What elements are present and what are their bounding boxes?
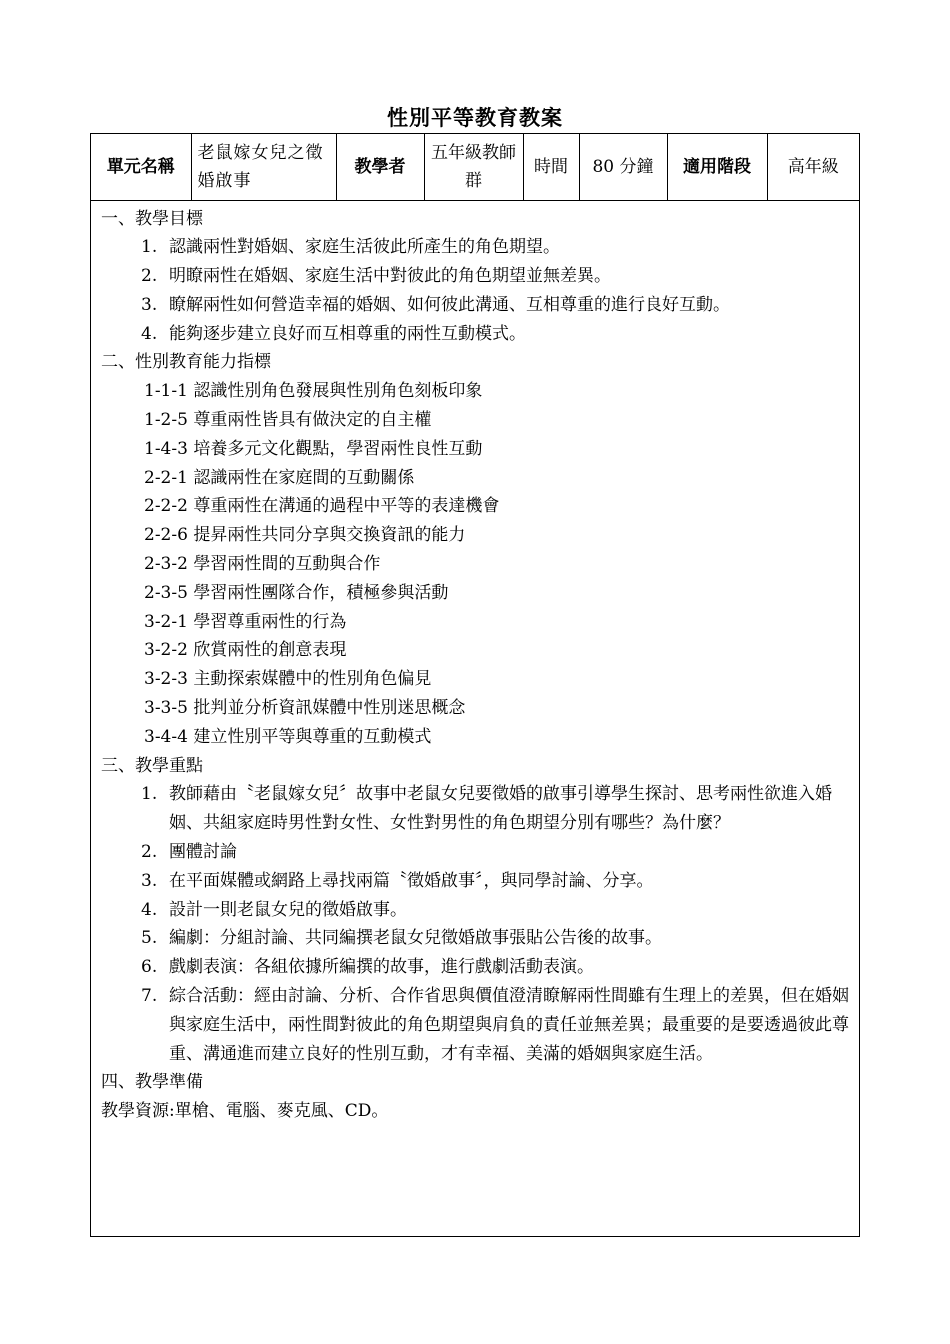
document-title: 性別平等教育教案 <box>387 105 563 130</box>
indicator-item: 2-3-5 學習兩性團隊合作，積極參與活動 <box>144 582 449 603</box>
objectives-list <box>101 233 851 348</box>
focus-list <box>101 780 851 1068</box>
indicators-heading: 二、性別教育能力指標 <box>101 352 271 373</box>
header-table <box>91 134 859 201</box>
indicator-item: 2-2-1 認識兩性在家庭間的互動關係 <box>144 467 415 488</box>
indicator-item: 2-3-2 學習兩性間的互動與合作 <box>144 554 381 575</box>
list-item <box>101 262 851 291</box>
indicator-item: 3-3-5 批判並分析資訊媒體中性別迷思概念 <box>144 698 466 719</box>
list-item <box>101 982 851 1068</box>
item-text: 戲劇表演：各組依據所編撰的故事，進行戲劇活動表演。 <box>169 957 594 978</box>
list-item <box>101 953 851 982</box>
list-item <box>101 780 851 838</box>
item-text: 能夠逐步建立良好而互相尊重的兩性互動模式。 <box>169 323 526 344</box>
focus-heading: 三、教學重點 <box>101 755 203 776</box>
list-item <box>101 838 851 867</box>
item-number: 4. <box>141 899 158 920</box>
indicators-list <box>101 377 851 751</box>
item-text: 編劇：分組討論、共同編撰老鼠女兒徵婚啟事張貼公告後的故事。 <box>169 928 662 949</box>
item-number: 2. <box>141 842 158 863</box>
list-item <box>101 291 851 320</box>
item-number: 3. <box>141 870 158 891</box>
stage-label: 適用階段 <box>667 134 767 200</box>
indicator-item: 3-4-4 建立性別平等與尊重的互動模式 <box>144 726 432 747</box>
item-text: 團體討論 <box>169 842 237 863</box>
item-text: 在平面媒體或網路上尋找兩篇〝徵婚啟事〞，與同學討論、分享。 <box>169 870 654 891</box>
item-text: 設計一則老鼠女兒的徵婚啟事。 <box>169 899 407 920</box>
objectives-heading: 一、教學目標 <box>101 208 203 229</box>
list-item <box>101 233 851 262</box>
indicator-item: 1-4-3 培養多元文化觀點，學習兩性良性互動 <box>144 438 483 459</box>
unit-name-value: 老鼠嫁女兒之徵婚啟事 <box>191 134 336 200</box>
item-number: 5. <box>141 928 158 949</box>
indicator-item: 1-1-1 認識性別角色發展與性別角色刻板印象 <box>144 381 483 402</box>
lesson-body <box>91 201 859 1127</box>
item-number: 3. <box>141 294 158 315</box>
list-item <box>101 896 851 925</box>
indicator-item: 2-2-2 尊重兩性在溝通的過程中平等的表達機會 <box>144 496 500 517</box>
item-text: 認識兩性對婚姻、家庭生活彼此所產生的角色期望。 <box>169 237 560 258</box>
list-item <box>101 867 851 896</box>
header-row <box>91 134 859 200</box>
preparation-heading: 四、教學準備 <box>101 1072 203 1093</box>
item-number: 7. <box>141 986 158 1007</box>
item-text: 明瞭兩性在婚姻、家庭生活中對彼此的角色期望並無差異。 <box>169 266 611 287</box>
teacher-value: 五年級教師群 <box>424 134 523 200</box>
teacher-label: 教學者 <box>336 134 424 200</box>
list-item <box>101 320 851 349</box>
time-value: 80 分鐘 <box>579 134 667 200</box>
preparation-resources: 教學資源:單槍、電腦、麥克風、CD。 <box>101 1101 389 1122</box>
item-number: 6. <box>141 957 158 978</box>
item-number: 4. <box>141 323 158 344</box>
item-number: 1. <box>141 784 158 805</box>
indicator-item: 1-2-5 尊重兩性皆具有做決定的自主權 <box>144 410 432 431</box>
lesson-plan-frame <box>90 133 860 1237</box>
list-item <box>101 924 851 953</box>
item-text: 教師藉由〝老鼠嫁女兒〞故事中老鼠女兒要徵婚的啟事引導學生探討、思考兩性欲進入婚姻、共組家庭時男性對女性、女性對男性的角色期望分別有哪些？為什麼？ <box>169 784 832 834</box>
unit-name-label: 單元名稱 <box>91 134 191 200</box>
item-number: 1. <box>141 237 158 258</box>
stage-value: 高年級 <box>767 134 859 200</box>
indicator-item: 3-2-1 學習尊重兩性的行為 <box>144 611 347 632</box>
item-text: 綜合活動：經由討論、分析、合作省思與價值澄清瞭解兩性間雖有生理上的差異，但在婚姻與家庭生活中，兩性間對彼此的角色期望與肩負的責任並無差異；最重要的是要透過彼此尊重、溝通進而建立良好的性別互動，才有幸福、美滿的婚姻與家庭生活。 <box>169 986 849 1064</box>
indicator-item: 2-2-6 提昇兩性共同分享與交換資訊的能力 <box>144 525 466 546</box>
time-label: 時間 <box>523 134 579 200</box>
indicator-item: 3-2-2 欣賞兩性的創意表現 <box>144 640 347 661</box>
indicator-item: 3-2-3 主動探索媒體中的性別角色偏見 <box>144 669 432 690</box>
item-number: 2. <box>141 266 158 287</box>
item-text: 瞭解兩性如何營造幸福的婚姻、如何彼此溝通、互相尊重的進行良好互動。 <box>169 294 730 315</box>
